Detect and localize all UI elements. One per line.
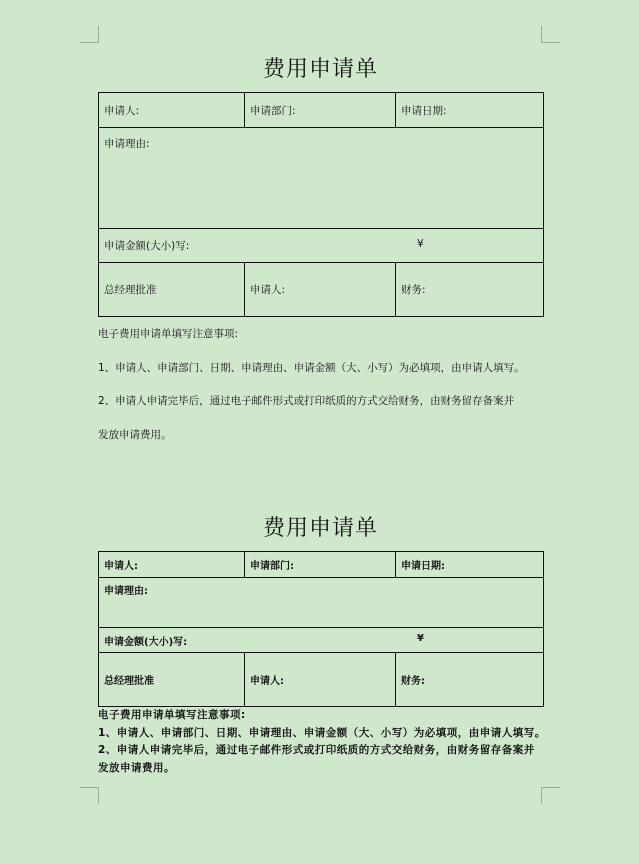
amount-field[interactable] — [99, 229, 544, 263]
applicant-field[interactable]: 申请人: — [99, 93, 245, 128]
reason-field[interactable]: 申请理由: — [99, 578, 544, 628]
note-item: 发放申请费用。 — [98, 428, 172, 441]
page-corner-mark — [541, 787, 560, 804]
currency-symbol: ¥ — [417, 632, 424, 644]
note-item: 1、申请人、申请部门、日期、申请理由、申请金额（大、小写）为必填项，由申请人填写。 — [98, 361, 525, 374]
date-field[interactable]: 申请日期: — [396, 93, 544, 128]
note-item: 发放申请费用。 — [98, 761, 175, 774]
applicant-field[interactable]: 申请人: — [99, 552, 245, 578]
notes-heading: 电子费用申请单填写注意事项: — [98, 328, 239, 340]
amount-label: 申请金额(大小)写: — [104, 636, 188, 648]
form-title: 费用申请单 — [262, 57, 378, 82]
gm-approval-field[interactable]: 总经理批准 — [99, 263, 245, 317]
note-item: 1、申请人、申请部门、日期、申请理由、申请金额（大、小写）为必填项，由申请人填写。 — [98, 726, 546, 739]
currency-symbol: ¥ — [417, 238, 424, 250]
note-item: 2、申请人申请完毕后，通过电子邮件形式或打印纸质的方式交给财务，由财务留存备案并 — [98, 395, 515, 407]
page-corner-mark — [541, 26, 560, 43]
expense-form-table — [98, 551, 544, 707]
department-field[interactable]: 申请部门: — [245, 93, 396, 128]
department-field[interactable]: 申请部门: — [245, 552, 396, 578]
reason-field[interactable]: 申请理由: — [99, 128, 544, 229]
page-corner-mark — [80, 787, 99, 804]
applicant-sign-field[interactable]: 申请人: — [245, 263, 396, 317]
note-item: 2、申请人申请完毕后，通过电子邮件形式或打印纸质的方式交给财务，由财务留存备案并 — [98, 744, 535, 756]
date-field[interactable]: 申请日期: — [396, 552, 544, 578]
notes-heading: 电子费用申请单填写注意事项: — [98, 709, 246, 721]
amount-field[interactable] — [99, 628, 544, 653]
gm-approval-field[interactable]: 总经理批准 — [99, 653, 245, 707]
notes-section — [98, 318, 548, 452]
applicant-sign-field[interactable]: 申请人: — [245, 653, 396, 707]
notes-section — [98, 707, 548, 777]
page-corner-mark — [80, 26, 99, 43]
finance-field[interactable]: 财务: — [396, 653, 544, 707]
finance-field[interactable]: 财务: — [396, 263, 544, 317]
form-title: 费用申请单 — [262, 516, 378, 541]
expense-form-table — [98, 92, 544, 317]
amount-label: 申请金额(大小)写: — [104, 240, 190, 252]
